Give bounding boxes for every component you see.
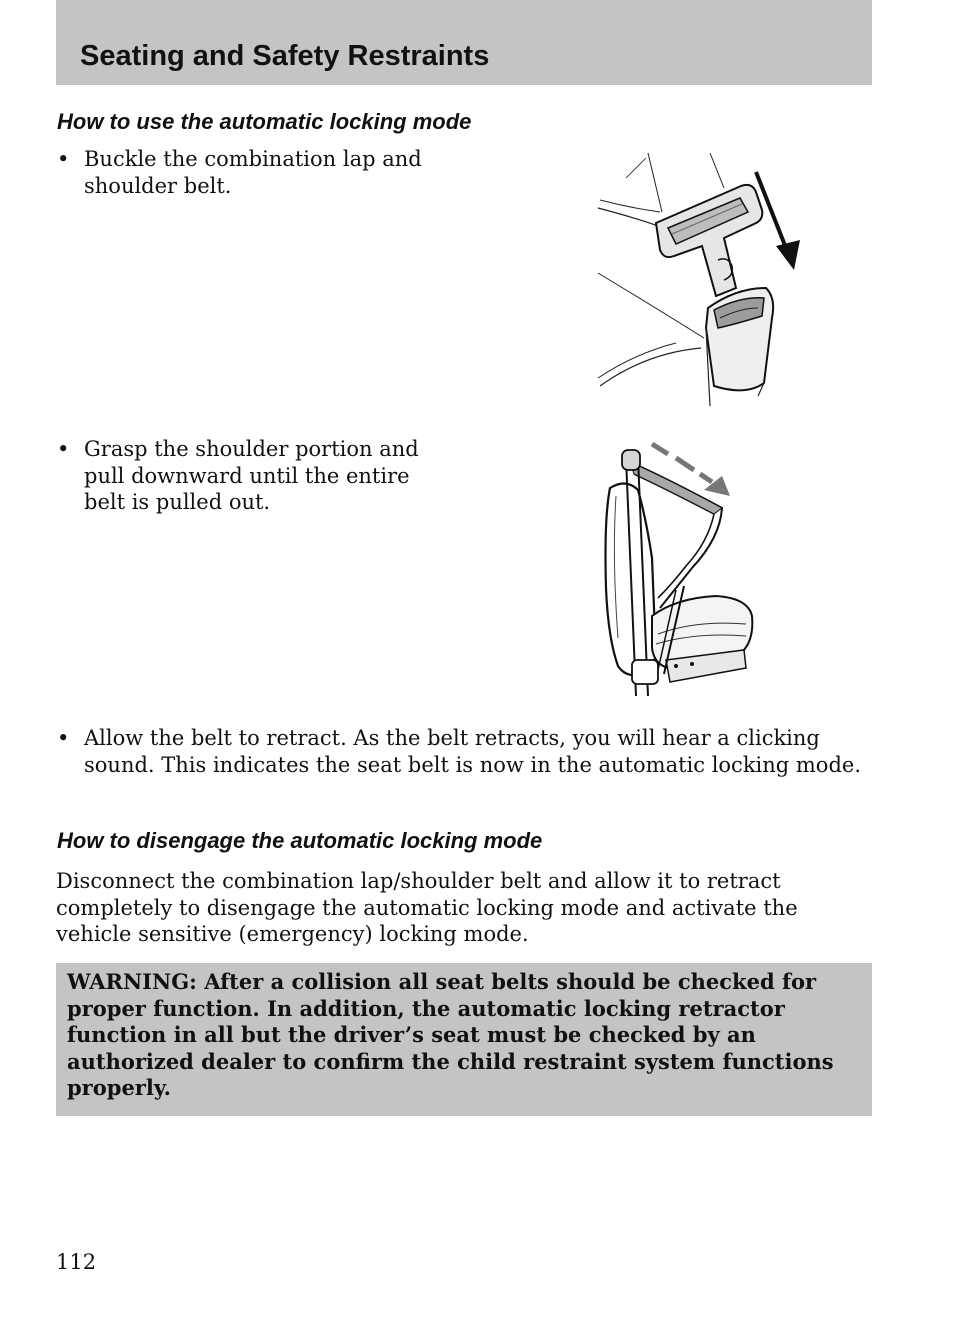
list-item-text: Buckle the combination lap and shoulder belt. <box>84 147 422 198</box>
header-band <box>56 0 872 85</box>
page-number: 112 <box>56 1250 97 1274</box>
bullet-marker: • <box>57 726 70 750</box>
list-item-text: Allow the belt to retract. As the belt retracts, you will hear a clicking sound. This indicates the seat belt is now in the automatic locking mode. <box>84 726 861 777</box>
bullet-marker: • <box>57 437 70 461</box>
section-heading-use: How to use the automatic locking mode <box>57 109 472 134</box>
body-paragraph: Disconnect the combination lap/shoulder belt and allow it to retract completely to disengage the automatic locking mode and activate the vehicle sensitive (emergency) locking mode. <box>56 869 798 946</box>
list-item-text: Grasp the shoulder portion and pull downward until the entire belt is pulled out. <box>84 437 419 514</box>
section-heading-disengage: How to disengage the automatic locking mode <box>57 828 543 853</box>
bullet-marker: • <box>57 147 70 171</box>
page-title: Seating and Safety Restraints <box>80 40 490 72</box>
warning-text: WARNING: After a collision all seat belts should be checked for proper function. In addition, the automatic locking retractor function in all but the driver’s seat must be checked by an authorized dealer to confirm the child restraint system functions properly. <box>67 969 834 1100</box>
seat-belt-pull-icon <box>596 438 762 704</box>
buckle-latch-icon <box>596 148 806 410</box>
warning-box <box>56 963 872 1116</box>
